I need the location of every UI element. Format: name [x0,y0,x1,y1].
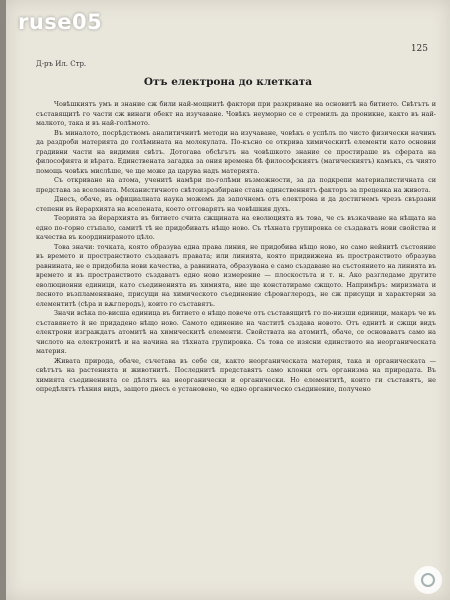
article-body [36,100,436,395]
paragraph: Живата природа, обаче, съчетава въ себе си, както неорганическата материя, така и органическата — свѣтътъ на растенията и животнитѣ. Последнитѣ представятъ само клонки отъ организма на природата. Въ химията съединенията се дѣлятъ на неорганически и органически. Но елементитѣ, които ги съставятъ, не опредѣлятъ тѣхния видъ, защото днесъ е установено, че едно органическо съединение, получено [36,356,436,393]
book-page [6,0,450,600]
paragraph: Теорията за йерархията въ битието счита сжщината на еволюцията въ това, че съ възкачване на нѣщата на едно по-горно стъпало, самитѣ тѣ не придобиватъ нѣщо ново. Съ тѣхната групировка се създаватъ нови свойства и качества въ координираното цѣло. [36,214,436,241]
paragraph: Днесъ, обаче, въ официалната наука можемъ да започнемъ отъ електрона и да достигнемъ чрезъ свързани степени въ йерархията на вселената, което отговарятъ на човѣшкия духъ. [36,195,436,213]
paragraph: Съ откриване на атома, ученитѣ намѣри по-голѣми възможности, за да подкрепи материалистичната си представа за вселената. Механистичното свѣтоизразбиране стана единственнятъ факторъ за преценка на живота. [36,176,436,194]
article-title: Отъ електрона до клетката [143,76,313,88]
paragraph: Човѣшкиятъ умъ и знание сж били най-мощнитѣ фактори при разкриване на основитѣ на битието. Свѣтътъ и съставящитѣ го части сж винаги обект на изучаване. Човѣкъ неуморно се е стремилъ да проникне, както въ най-малкото, така и въ най-голѣмото. [36,100,436,127]
paragraph: Това значи: точката, която образува една права линия, не придобива нѣщо ново, но само нейнитѣ състояние въ времето и пространството създаватъ правата; или линията, която придвижена въ пространството образува равнината, не е придобила нови качества, а равнината, образувана е само създаване на състоянието на линията въ времето и въ пространството създаватъ едно ново измерение — плоскостьта и т. н. Ако разгледаме другите еволюционни единици, като съединенията въ химията, ние ще констатираме сжщото. Напримѣръ: миризмата и лесното възпламеняване, присущи на химическото съединение сѣроваглеродъ, не сж присущи и характерни за елементитѣ (сѣра и вѫглеродъ), които го съставятъ. [36,242,436,308]
marketplace-logo-icon [414,566,442,594]
paragraph: Въ миналото, посрѣдствомъ аналитичнитѣ методи на изучаване, човѣкъ е успѣлъ по чисто физически начинъ да раздроби материята до голѣмината на молекулата. По-късно се открива химическитѣ елементи като основни градивни части на видимия свѣтъ. Дотогава обсѣгътъ на човѣшкото знание се простираше въ сферата на философията и вѣрата. Единствената загадка за ония времена бѣ философскиятъ (магическиятъ) камъкъ, съ чиято помощь човѣкъ мислѣше, че ще може да царува надъ материята. [36,128,436,175]
paragraph: Значи всѣка по-висша единица въ битието е нѣщо повече отъ съставящитѣ го по-низши единици, макаръ че въ съставянето ѝ не придадено нѣщо ново. Самото единение на частитѣ създава новото. Отъ еднитѣ и сжщи видъ електрони изграждатъ атомитѣ на химическитѣ елементи. Свойствата на атомитѣ, обаче, се основаватъ само на числото на електронитѣ и на начина на тѣхната групировка. Съ това се изясни единството на неорганическата материя. [36,309,436,355]
watermark-logo: ruse05 [18,10,103,34]
page-number: 125 [410,44,428,54]
running-header-author: Д-ръ Ил. Стр. [36,60,87,68]
